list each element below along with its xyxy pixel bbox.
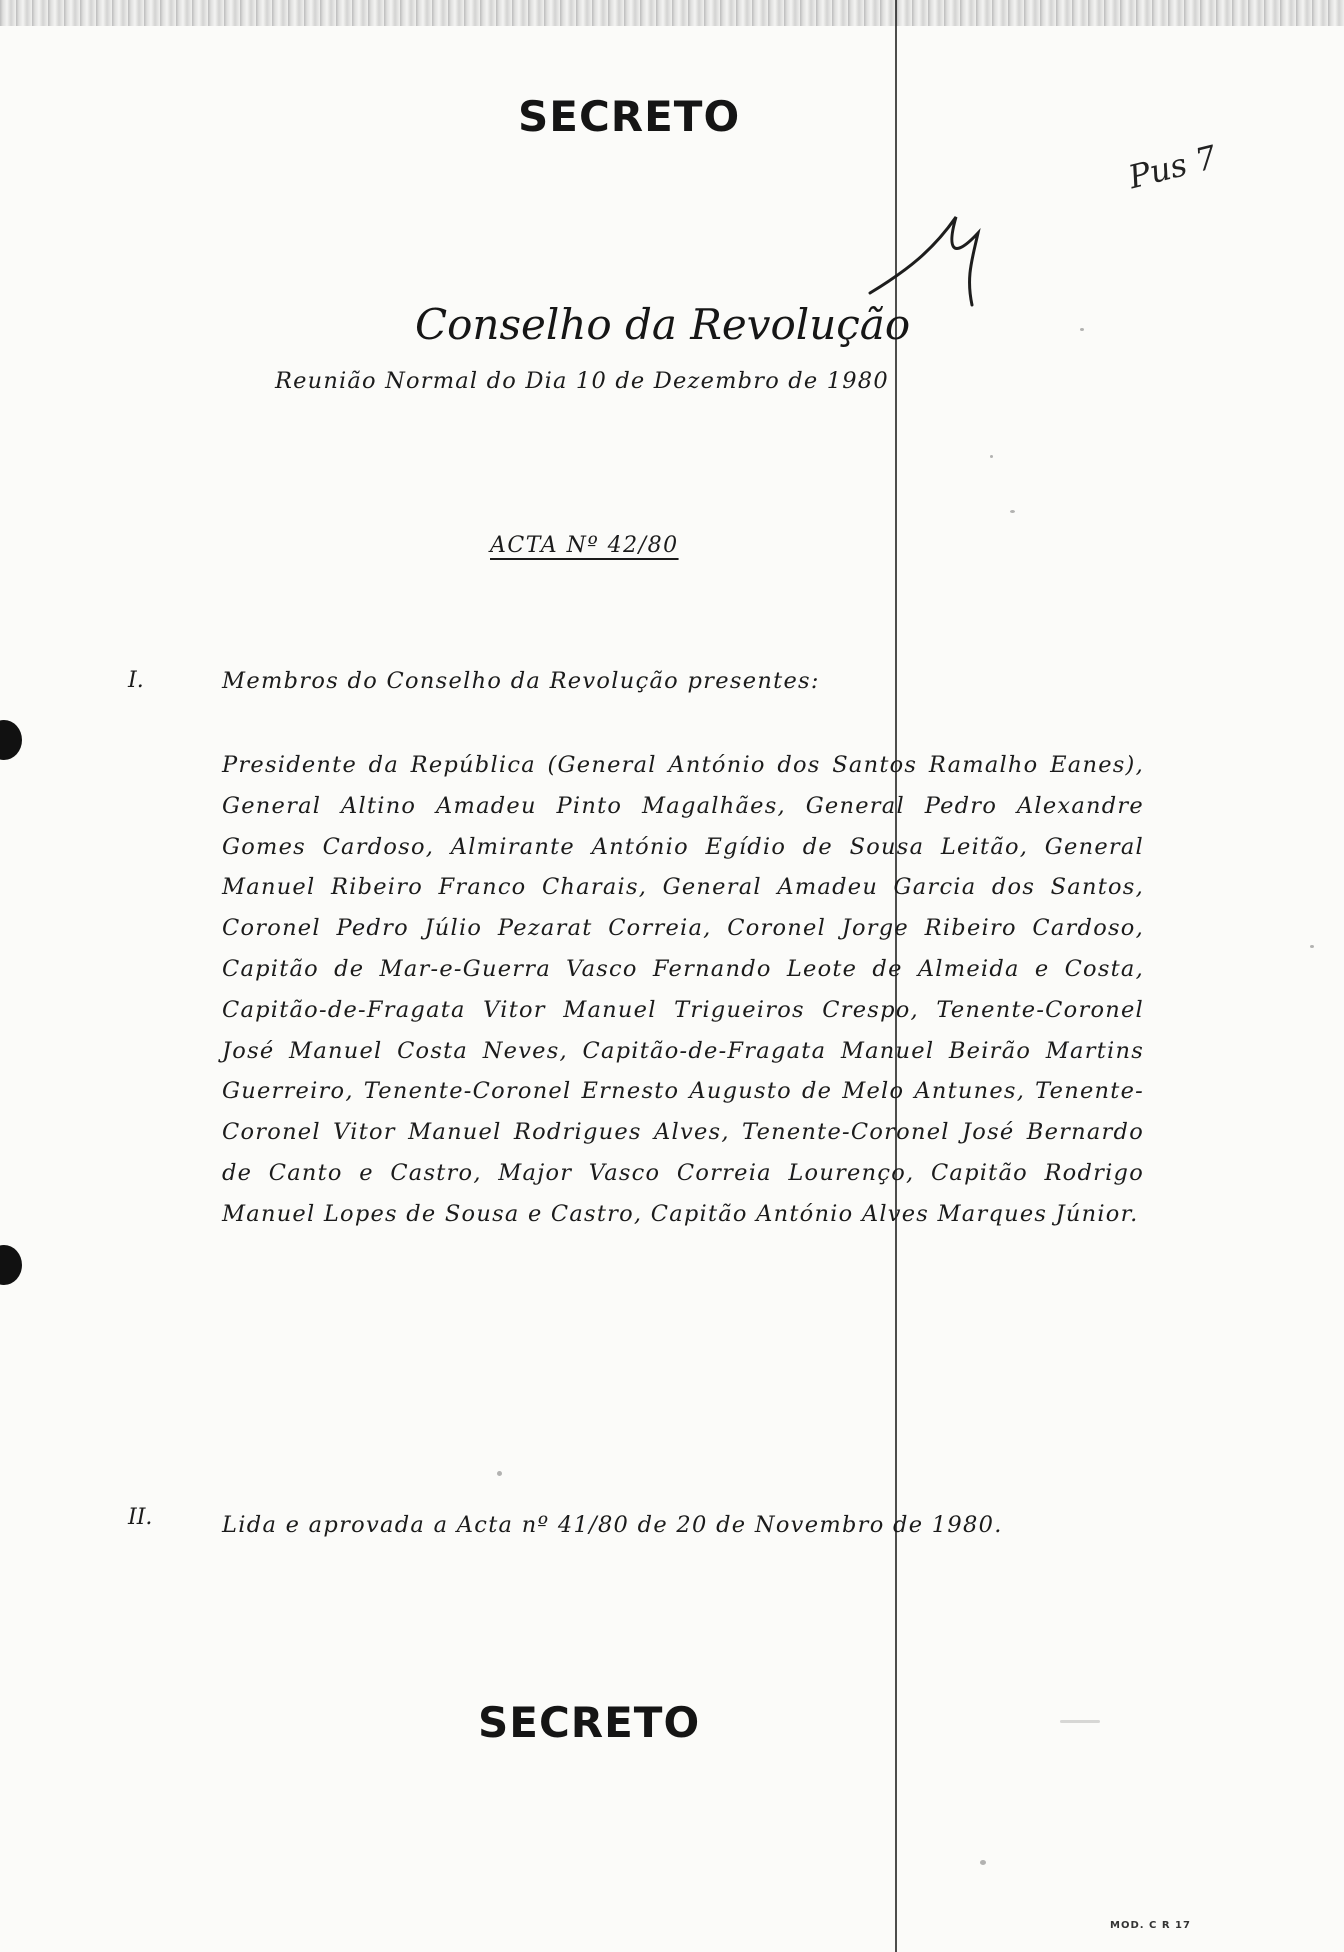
scan-speck [990,455,993,458]
minutes-number: ACTA Nº 42/80 [490,533,679,558]
scan-speck [1010,510,1015,513]
section-heading: Membros do Conselho da Revolução presentes: [222,668,820,694]
approval-paragraph: Lida e aprovada a Acta nº 41/80 de 20 de Novembro de 1980. [222,1512,1003,1538]
handwritten-note: Pus 7 [1124,137,1221,197]
scan-speck [1080,328,1084,331]
form-code: MOD. C R 17 [1110,1920,1191,1931]
punch-hole-lower [0,1245,22,1285]
scan-speck [1310,945,1314,948]
section-numeral: II. [128,1505,153,1530]
classification-stamp-bottom: SECRETO [478,1698,701,1747]
scan-speck [497,1471,502,1476]
letterhead-title: Conselho da Revolução [415,300,911,349]
punch-hole-upper [0,720,22,760]
signature-mark [868,205,998,315]
classification-stamp-top: SECRETO [518,92,741,141]
meeting-subtitle: Reunião Normal do Dia 10 de Dezembro de 1980 [275,368,889,394]
scan-top-edge [0,0,1344,26]
section-numeral: I. [128,668,144,693]
scan-speck [1060,1720,1100,1723]
scan-speck [980,1860,986,1865]
members-list-paragraph: Presidente da República (General António dos Santos Ramalho Eanes), General Altino Amadeu Pinto Magalhães, General Pedro Alexandre Gomes Cardoso, Almirante António Egídio de Sousa Leitão, General Manuel Ribeiro Franco Charais, General Amadeu Garcia dos Santos, Coronel Pedro Júlio Pezarat Correia, Coronel Jorge Ribeiro Cardoso, Capitão de Mar-e-Guerra Vasco Fernando Leote de Almeida e Costa, Capitão-de-Fragata Vitor Manuel Trigueiros Crespo, Tenente-Coronel José Manuel Costa Neves, Capitão-de-Fragata Manuel Beirão Martins Guerreiro, Tenente-Coronel Ernesto Augusto de Melo Antunes, Tenente-Coronel Vitor Manuel Rodrigues Alves, Tenente-Coronel José Bernardo de Canto e Castro, Major Vasco Correia Lourenço, Capitão Rodrigo Manuel Lopes de Sousa e Castro, Capitão António Alves Marques Júnior. [222,752,1144,1227]
